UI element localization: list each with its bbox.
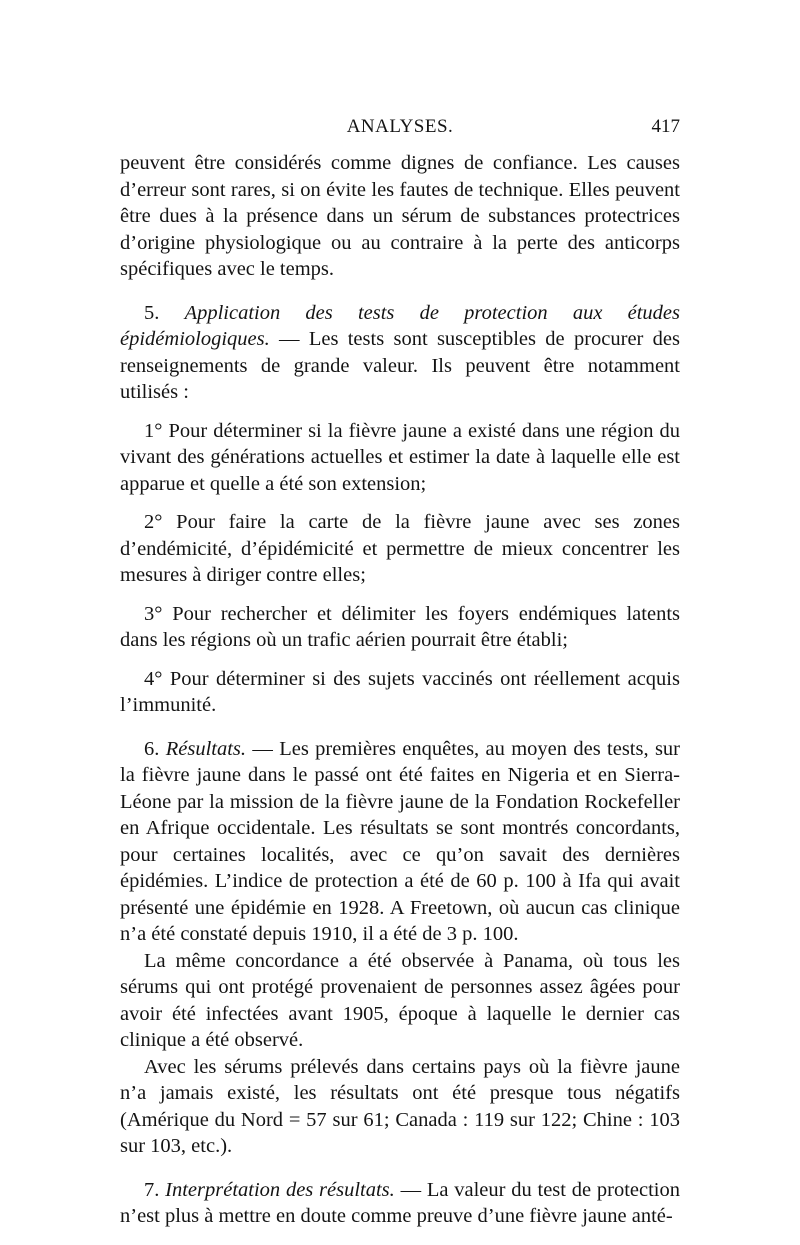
section-7-number: 7. bbox=[144, 1178, 166, 1201]
section-6-text: — Les premières enquêtes, au moyen des tests, sur la fièvre jaune dans le passé ont été faites en Nigeria et en Sierra-Léone par la mission de la fièvre jaune de la Fondation Rockefeller en Afrique occidentale. Les résultats se sont montrés concordants, pour certaines localités, avec ce qu’on savait des dernières épidémies. L’indice de protection a été de 60 p. 100 à Ifa qui avait présenté une épidémie en 1928. A Freetown, où aucun cas clinique n’a été constaté depuis 1910, il a été de 3 p. 100. bbox=[120, 737, 681, 945]
running-head-title: ANALYSES. bbox=[346, 116, 454, 137]
section-7-title: Interprétation des résultats. bbox=[165, 1178, 395, 1201]
list-item-3: 3° Pour rechercher et délimiter les foyers endémiques latents dans les régions où un trafic aérien pourrait être établi; bbox=[120, 602, 680, 651]
paragraph-continuation: peuvent être considérés comme dignes de confiance. Les causes d’erreur sont rares, si on évite les fautes de technique. Elles peuvent être dues à la présence dans un sérum de substances protectrices d’origine physiologique ou au contraire à la perte des anticorps spécifiques avec le temps. bbox=[120, 152, 680, 280]
list-item-4: 4° Pour déterminer si des sujets vaccinés ont réellement acquis l’immunité. bbox=[120, 667, 680, 716]
running-header bbox=[120, 116, 680, 146]
panama-paragraph: La même concordance a été observée à Panama, où tous les sérums qui ont protégé provenaient de personnes assez âgées pour avoir été infectées avant 1905, époque à laquelle le dernier cas clinique a été observé. bbox=[120, 949, 680, 1051]
section-5-paragraph bbox=[120, 300, 680, 406]
section-7-paragraph bbox=[120, 1177, 680, 1230]
serums-paragraph: Avec les sérums prélevés dans certains pays où la fièvre jaune n’a jamais existé, les résultats ont été presque tous négatifs (Amérique du Nord = 57 sur 61; Canada : 119 sur 122; Chine : 103 sur 103, etc.). bbox=[120, 1055, 680, 1157]
section-5-number: 5. bbox=[144, 301, 185, 324]
section-5-title: Application des tests de protection aux études épidémiologiques. bbox=[120, 301, 681, 350]
section-5-text: — Les tests sont susceptibles de procurer des renseignements de grande valeur. Ils peuvent être notamment utilisés : bbox=[120, 328, 680, 403]
page-body bbox=[120, 150, 680, 1230]
page-number: 417 bbox=[651, 116, 680, 137]
section-6-number: 6. bbox=[144, 737, 166, 760]
section-6-paragraph bbox=[120, 736, 680, 948]
list-item-1: 1° Pour déterminer si la fièvre jaune a existé dans une région du vivant des générations actuelles et estimer la date à laquelle elle est apparue et quelle a été son extension; bbox=[120, 419, 680, 495]
section-6-title: Résultats. bbox=[165, 737, 247, 760]
list-item-2: 2° Pour faire la carte de la fièvre jaune avec ses zones d’endémicité, d’épidémicité et permettre de mieux concentrer les mesures à diriger contre elles; bbox=[120, 511, 680, 586]
section-7-text: — La valeur du test de protection n’est plus à mettre en doute comme preuve d’une fièvre jaune anté- bbox=[120, 1178, 680, 1227]
